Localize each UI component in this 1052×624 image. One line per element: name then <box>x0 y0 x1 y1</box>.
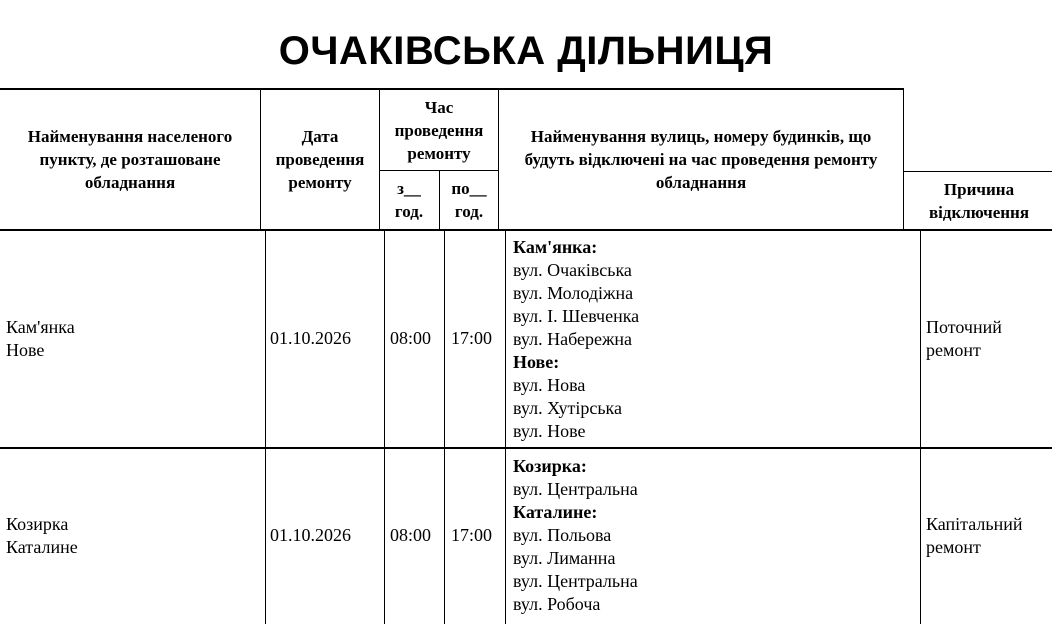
reason-cell <box>926 316 1050 362</box>
header-settlement: Найменування населеного пункту, де розташоване обладнання <box>27 126 233 192</box>
header-from: з__ год. <box>394 179 424 221</box>
street-item: вул. Нове <box>513 421 586 441</box>
settlement-cell <box>6 316 256 362</box>
header-divider <box>439 170 440 230</box>
locality-label: Нове: <box>513 352 560 372</box>
table-top-border <box>0 88 903 90</box>
street-item: вул. Нова <box>513 375 586 395</box>
streets-cell <box>513 455 913 616</box>
settlement-name: Кам'янка <box>6 317 75 337</box>
header-bottom-border <box>0 229 1052 231</box>
date-cell: 01.10.2026 <box>270 525 351 545</box>
settlement-name: Каталине <box>6 537 78 557</box>
header-divider <box>379 88 380 230</box>
body-divider <box>384 230 385 624</box>
date-cell: 01.10.2026 <box>270 328 351 348</box>
header-reason: Причина відключення <box>928 180 1030 222</box>
reason-text: ремонт <box>926 340 981 360</box>
time-from-cell: 08:00 <box>390 525 432 545</box>
street-item: вул. Хутірська <box>513 398 623 418</box>
time-to-cell: 17:00 <box>451 525 493 545</box>
street-item: вул. І. Шевченка <box>513 306 640 326</box>
reason-text: Поточний <box>926 317 1002 337</box>
body-divider <box>265 230 266 624</box>
time-from-cell: 08:00 <box>390 328 432 348</box>
header-divider <box>260 88 261 230</box>
row-divider <box>0 447 1052 449</box>
header-divider <box>498 88 499 230</box>
body-divider <box>920 230 921 624</box>
header-to: по__ год. <box>451 179 487 221</box>
reason-text: Капітальний <box>926 514 1023 534</box>
locality-label: Козирка: <box>513 456 587 476</box>
street-item: вул. Робоча <box>513 594 601 614</box>
streets-cell <box>513 236 913 443</box>
body-divider <box>444 230 445 624</box>
header-date: Дата проведення ремонту <box>275 126 365 192</box>
street-item: вул. Набережна <box>513 329 633 349</box>
street-item: вул. Центральна <box>513 571 638 591</box>
reason-header-top-border <box>903 171 1052 172</box>
settlement-name: Козирка <box>6 514 69 534</box>
locality-label: Кам'янка: <box>513 237 598 257</box>
header-streets: Найменування вулиць, номеру будинків, що будуть відключені на час проведення ремонту обладнання <box>524 126 878 192</box>
time-to-cell: 17:00 <box>451 328 493 348</box>
body-divider <box>505 230 506 624</box>
reason-cell <box>926 513 1050 559</box>
locality-label: Каталине: <box>513 502 598 522</box>
reason-text: ремонт <box>926 537 981 557</box>
street-item: вул. Лиманна <box>513 548 616 568</box>
page-title: ОЧАКІВСЬКА ДІЛЬНИЦЯ <box>278 29 774 73</box>
header-divider <box>903 88 904 230</box>
street-item: вул. Молодіжна <box>513 283 634 303</box>
street-item: вул. Очаківська <box>513 260 632 280</box>
street-item: вул. Польова <box>513 525 612 545</box>
settlement-cell <box>6 513 256 559</box>
header-time: Час проведення ремонту <box>394 97 484 163</box>
street-item: вул. Центральна <box>513 479 638 499</box>
settlement-name: Нове <box>6 340 45 360</box>
